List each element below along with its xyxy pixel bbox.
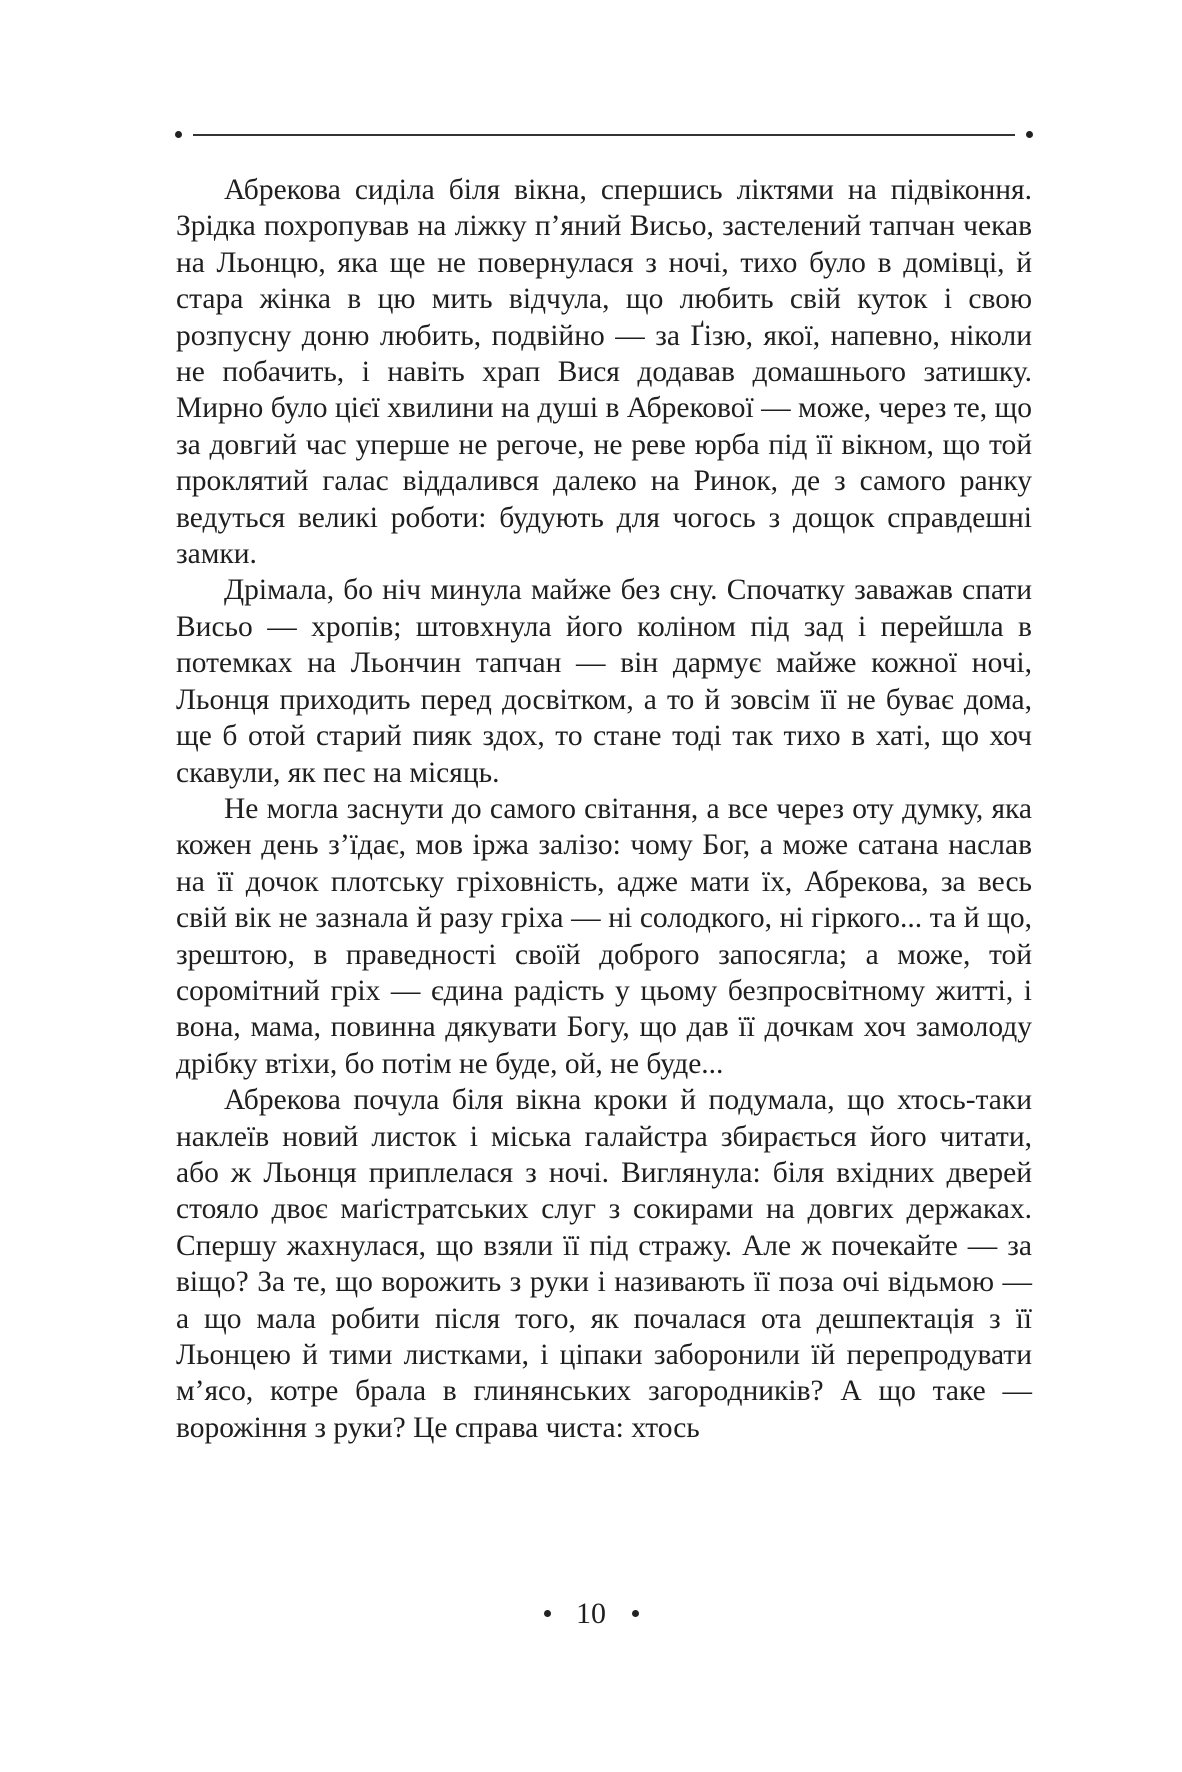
header-rule-left-dot: [175, 131, 182, 138]
paragraph-1: Абрекова сиділа біля вікна, спершись ліктями на підвіконня. Зрідка похропував на ліжку п’яний Висьо, застелений тапчан чекав на Льонцю, яка ще не повернулася з ночі, тихо було в домівці, й стара жінка в цю мить відчула, що любить свій куток і свою розпусну доню любить, подвійно — за Ґізю, якої, напевно, ніколи не побачить, і навіть храп Вися додавав домашнього затишку. Мирно було цієї хвилини на душі в Абрекової — може, через те, що за довгий час уперше не регоче, не реве юрба під її вікном, що той проклятий галас віддалився далеко на Ринок, де з самого ранку ведуться великі роботи: будують для чогось з дощок справдешні замки.: [176, 174, 1032, 571]
page-number: 10: [576, 1597, 606, 1630]
page-footer: [0, 1596, 1182, 1632]
footer-left-bullet: [544, 1610, 551, 1617]
paragraph-3: Не могла заснути до самого світання, а все через оту думку, яка кожен день з’їдає, мов іржа залізо: чому Бог, а може сатана наслав на її дочок плотську гріховність, адже мати їх, Абрекова, за весь свій вік не зазнала й разу гріха — ні солодкого, ні гіркого... та й що, зрештою, в праведності своїй доброго запосягла; а може, той соромітний гріх — єдина радість у цьому безпросвітному житті, і вона, мама, повинна дякувати Богу, що дав її дочкам хоч замолоду дрібку втіхи, бо потім не буде, ой, не буде...: [176, 792, 1032, 1080]
paragraph-2: Дрімала, бо ніч минула майже без сну. Спочатку заважав спати Висьо — хропів; штовхнула його коліном під зад і перейшла в потемках на Льончин тапчан — він дармує майже кожної ночі, Льонця приходить перед досвітком, а то й зовсім її не буває дома, ще б отой старий пияк здох, то стане тоді так тихо в хаті, що хоч скавули, як пес на місяць.: [176, 574, 1032, 789]
header-rule-right-dot: [1026, 131, 1033, 138]
body-text: [176, 172, 1032, 1446]
header-rule-line: [193, 134, 1015, 136]
paragraph-4: Абрекова почула біля вікна кроки й подумала, що хтось-таки наклеїв новий листок і міська галайстра збирається його читати, або ж Льонця приплелася з ночі. Виглянула: біля вхідних дверей стояло двоє маґістратських слуг з сокирами на довгих держаках. Спершу жахнулася, що взяли її під стражу. Але ж почекайте — за віщо? За те, що ворожить з руки і називають її поза очі відьмою — а що мала робити після того, як почалася ота дешпектація з її Льонцею й тими листками, і ціпаки заборонили їй перепродувати м’ясо, котре брала в глинянських загородників? А що таке — ворожіння з руки? Це справа чиста: хтось: [176, 1084, 1032, 1444]
header-rule: [175, 130, 1033, 140]
footer-right-bullet: [632, 1610, 639, 1617]
